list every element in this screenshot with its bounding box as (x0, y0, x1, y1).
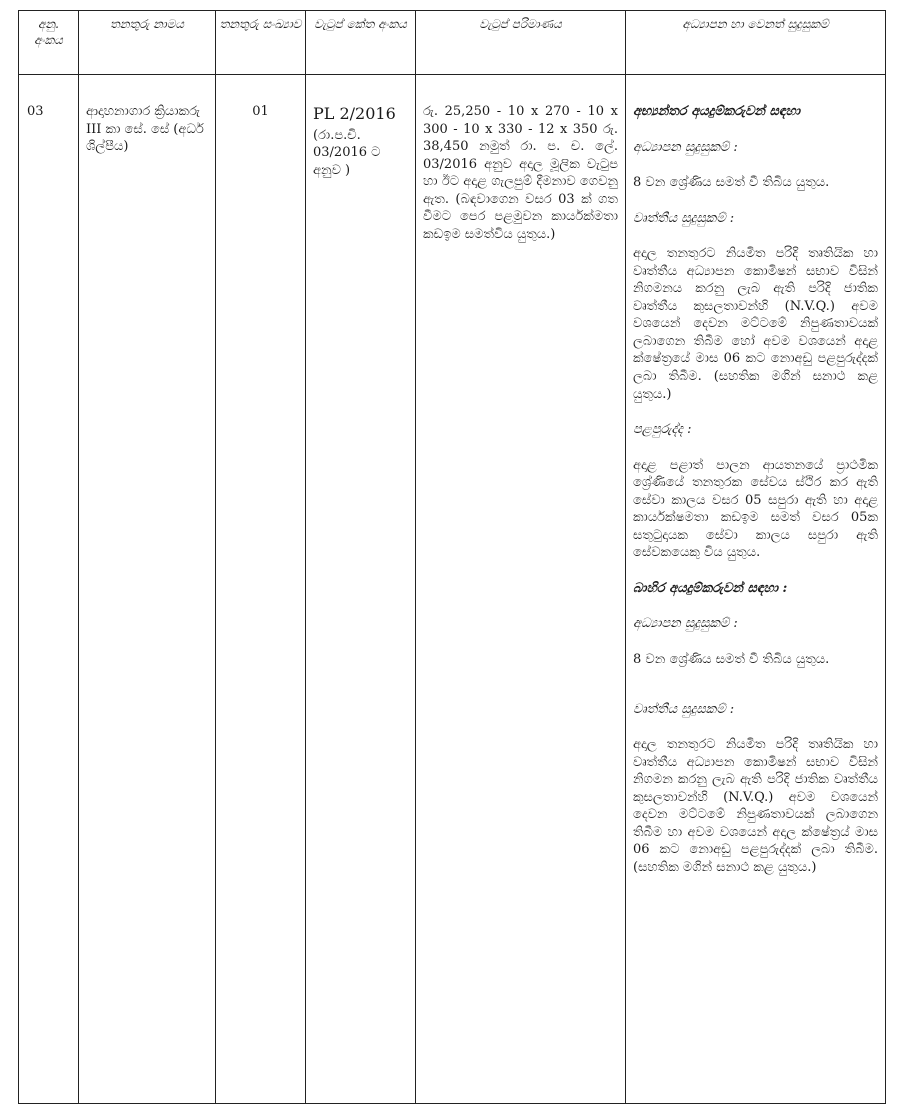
cell-post-name: ආදාහනාගාර ක්‍රියාකරු III කා සේ. සේ (අර්ධ ශිල්පීය) (79, 75, 216, 1104)
external-edu-text: 8 වන ශ්‍රේණිය සමත් වී තිබිය යුතුය. (633, 652, 830, 668)
salary-code-main: PL 2/2016 (313, 104, 396, 123)
cell-qualifications (626, 75, 886, 1104)
header-no: අනු. අංකය (19, 11, 79, 75)
internal-voc-label: වෘත්තීය සුදුසුකම් : (633, 210, 735, 226)
internal-exp-text: අදාළ පළාත් පාලන ආයතනයේ ප්‍රාථමික ශ්‍රේණියේ තනතුරක සේවය ස්ථිර කර ඇති සේවා කාලය වසර 05 සපුරා ඇති හා අදාළ කාර්යක්ෂමතා කඩඉම සමත් වසර 05ක සතුටුදායක සේවා කාලය සපුරා ඇති සේවකයෙකු විය යුතුය. (633, 457, 878, 561)
internal-voc-text: අදාල තනතුරට නියමිත පරිදි තෘතියික හා වෘත්තීය අධ්‍යාපන කොමිෂන් සභාව විසින් නිගමනය කරනු ලැබ ඇති පරිදි ජාතික වෘත්තීය කුසලතාවන්හි (N.V.Q.) අවම වශයෙන් දෙවන මට්ටමේ නිපුණතාවයක් ලබාගෙන තිබීම හෝ අවම වශයෙන් අදාළ ක්ෂේත්‍රයේ මාස 06 කට නොඅඩු පළපුරුද්දක් ලබා තිබීම. (සහතික මගින් සනාථ කළ යුතුය.) (633, 246, 878, 402)
header-salary-code: වැටුප් කේත අංකය (306, 11, 416, 75)
internal-edu-text: 8 වන ශ්‍රේණිය සමත් වී තිබිය යුතුය. (633, 175, 830, 191)
vacancy-table (18, 10, 886, 1104)
header-post-name: තනතුරු නාමය (79, 11, 216, 75)
spacer (633, 687, 878, 701)
internal-applicants-heading: අභ්‍යන්තර අයදුම්කරුවන් සඳහා (633, 104, 801, 119)
cell-salary-code (306, 75, 416, 1104)
salary-code-note: (රා.ප.චි. 03/2016 ට අනුව ) (313, 127, 381, 178)
gazette-page (18, 10, 885, 1104)
header-qualifications: අධ්‍යාපන හා වෙනත් සුදුසුකම් (626, 11, 886, 75)
header-row (19, 11, 886, 75)
header-salary-scale: වැටුප් පරිමාණය (416, 11, 626, 75)
header-post-count: තනතුරු සංඛ්‍යාව (216, 11, 306, 75)
internal-exp-label: පළපුරුද්ද : (633, 422, 692, 438)
table-row (19, 75, 886, 1104)
internal-edu-label: අධ්‍යාපන සුදුසුකම් : (633, 139, 738, 155)
cell-post-count: 01 (216, 75, 306, 1104)
external-applicants-heading: බාහිර අයදුම්කරුවන් සඳහා : (633, 580, 788, 596)
external-voc-label: වෘත්තීය සුදුසකම් : (633, 701, 735, 717)
external-voc-text: අදාල තනතුරට නියමිත පරිදි තෘතියික හා වෘත්තීය අධ්‍යාපන කොමිෂන් සභාව විසින් නිගමන කරනු ලැබ ඇති පරිදි ජාතික වෘත්තීය කුසලතාවන්හි (N.V.Q.) අවම වශයෙන් දෙවන මට්ටමේ නිපුණතාවයක් ලබාගෙන තිබීම හා අවම වශයෙන් අදාල ක්ෂේත්‍රය් මාස 06 කට නොඅඩු පළපුරුද්දක් ලබා තිබීම. (සහතික මගින් සනාථ කළ යුතුය.) (633, 737, 878, 875)
cell-no: 03 (19, 75, 79, 1104)
external-edu-label: අධ්‍යාපන සුදුසුකම් : (633, 616, 738, 632)
cell-salary-scale: රු. 25,250 - 10 x 270 - 10 x 300 - 10 x 330 - 12 x 350 රු. 38,450 නමුත් රා. ප. ච. ලේ. 03/2016 අනුව අදාල මූලික වැටුප හා ඊට අදාළ ගැලපුම් දීමනාව ගෙවනු ඇත. (බඳවාගෙන වසර 03 ක් ගත වීමට පෙර පළමුවන කාර්යක්මතා කඩඉම සමත්විය යුතුය.) (416, 75, 626, 1104)
